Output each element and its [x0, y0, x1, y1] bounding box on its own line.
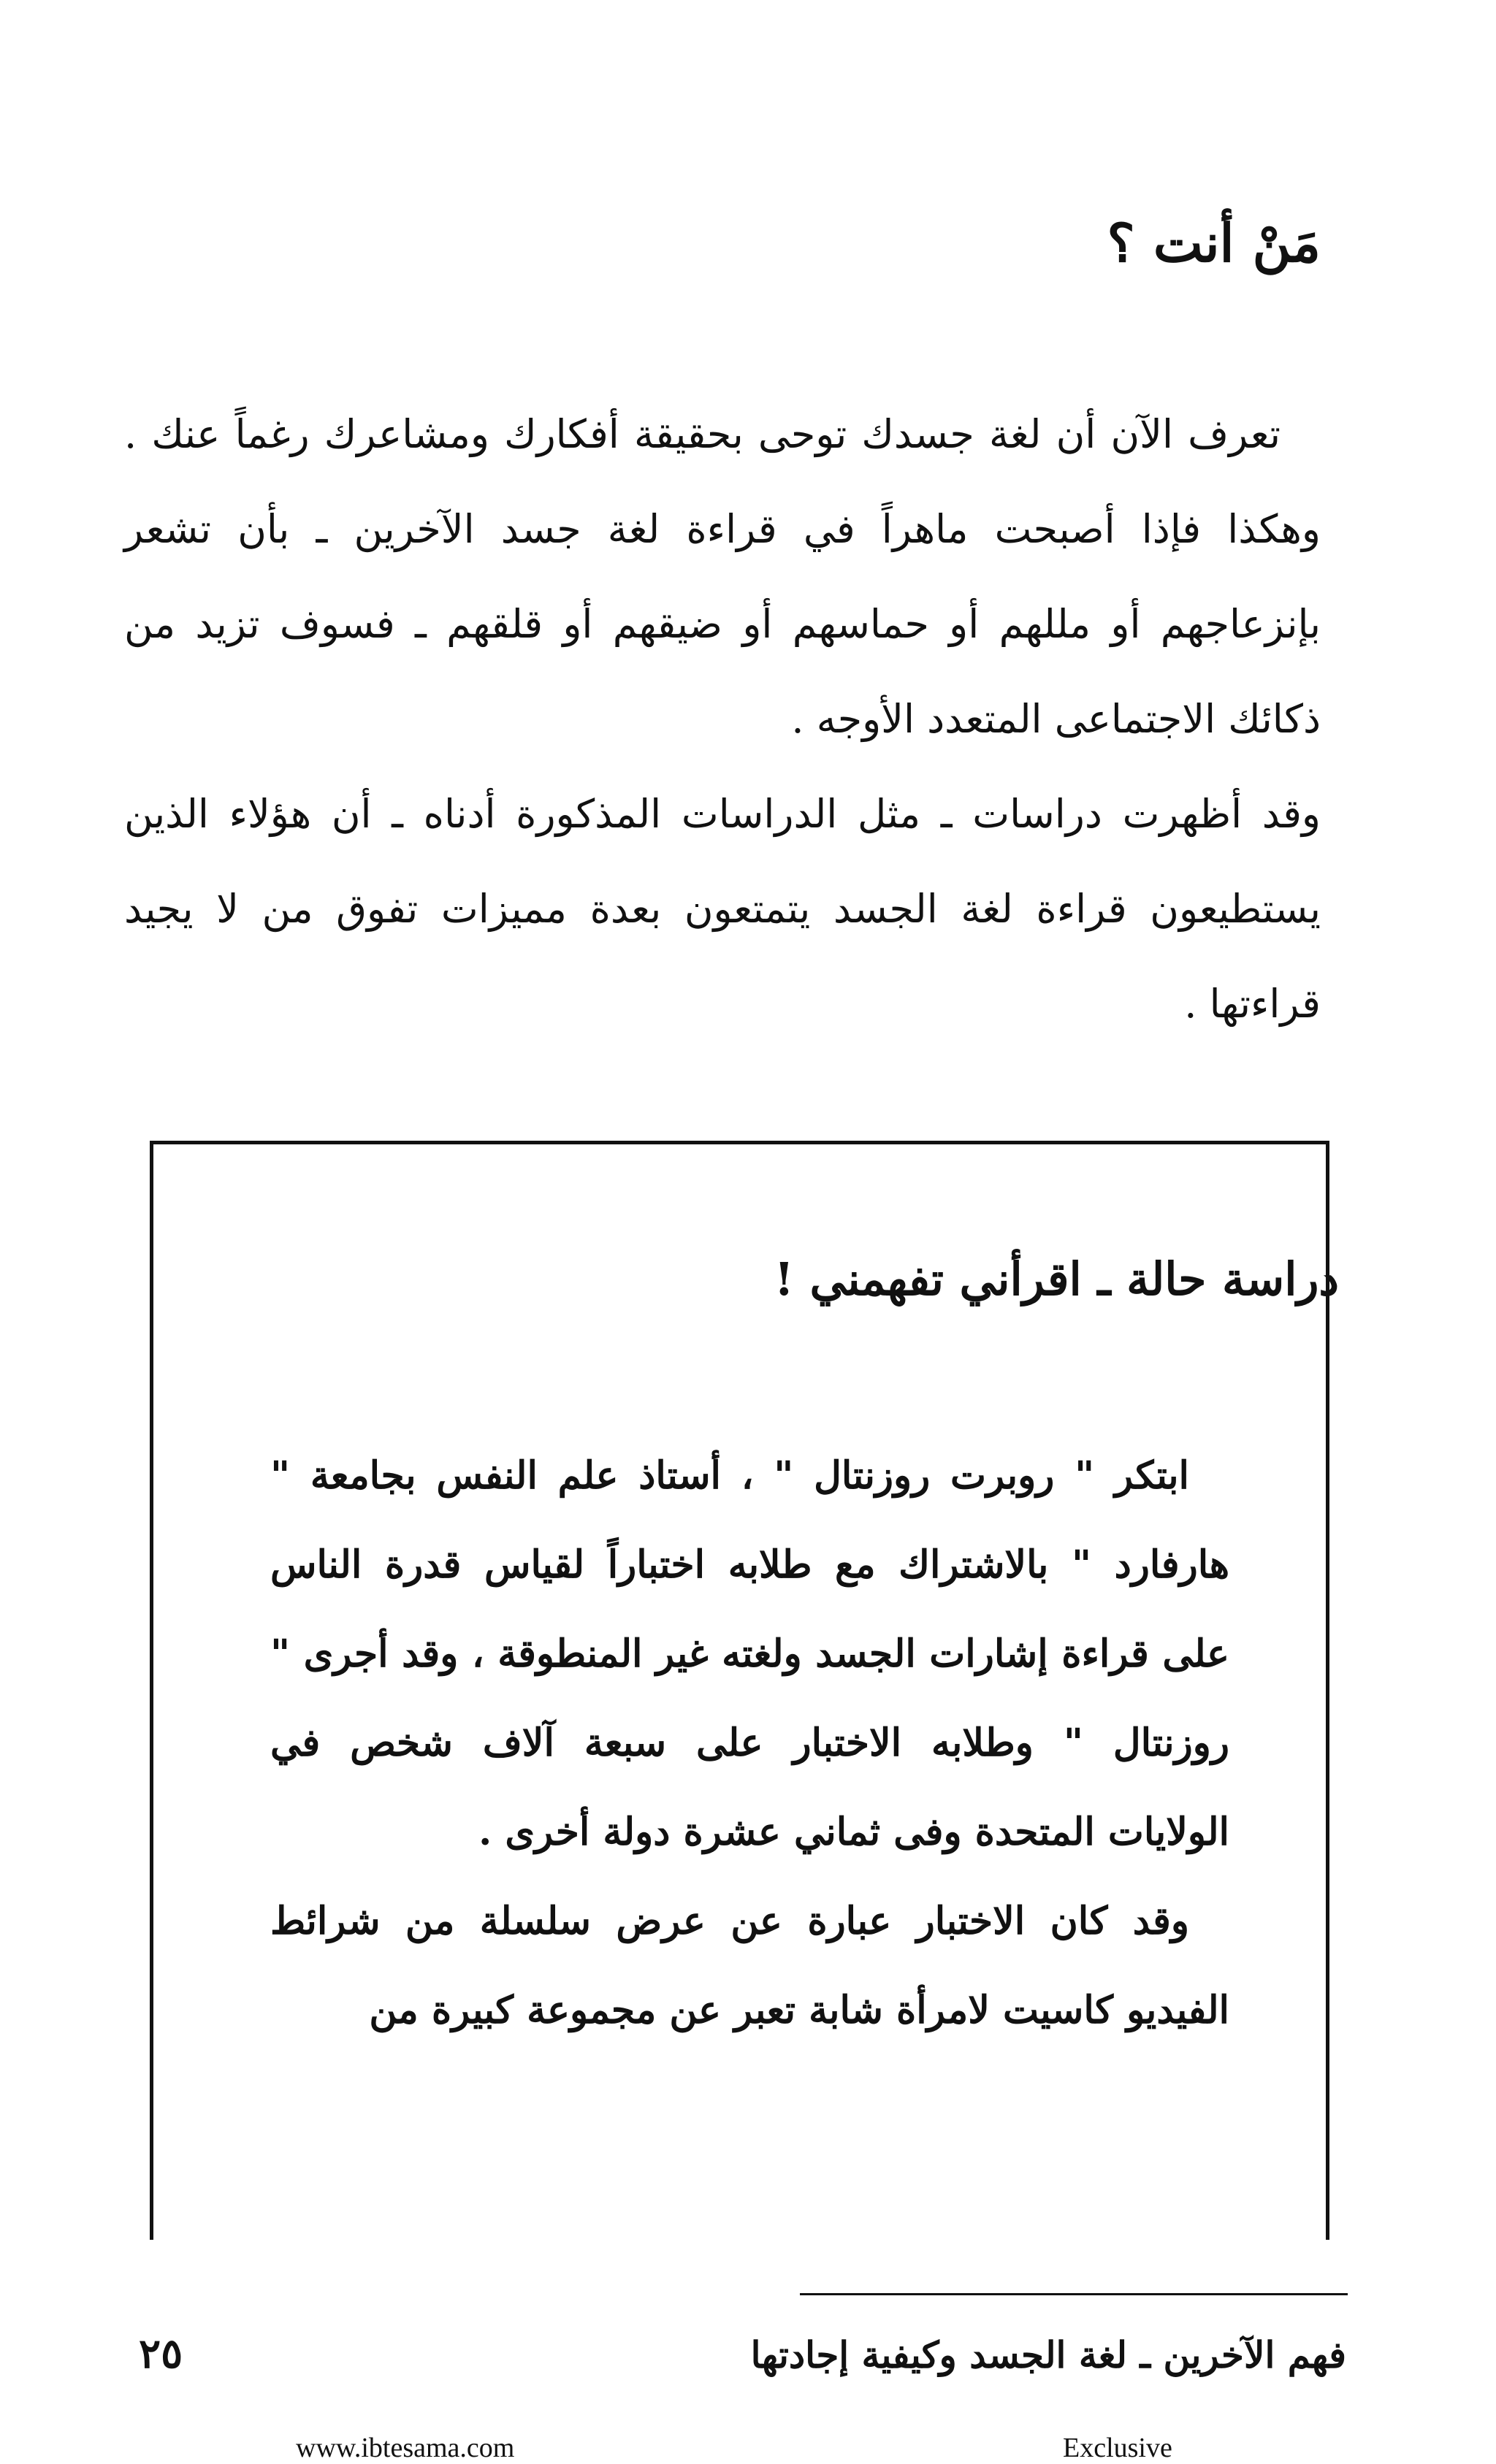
running-footer-title: فهم الآخرين ـ لغة الجسد وكيفية إجادتها	[750, 2333, 1346, 2376]
footer-divider	[800, 2293, 1348, 2295]
intro-paragraph-2: وقد أظهرت دراسات ـ مثل الدراسات المذكورة أدناه ـ أن هؤلاء الذين يستطيعون قراءة لغة الجسد يتمتعون بعدة مميزات تفوق من لا يجيد قراءتها .	[124, 791, 1321, 1027]
intro-paragraph-1: تعرف الآن أن لغة جسدك توحى بحقيقة أفكارك ومشاعرك رغماً عنك . وهكذا فإذا أصبحت ماهراً في قراءة لغة جسد الآخرين ـ بأن تشعر بإنزعاجهم أو مللهم أو حماسهم أو ضيقهم أو قلقهم ـ فسوف تزيد من ذكائك الاجتماعى المتعدد الأوجه .	[124, 411, 1321, 742]
case-study-paragraph-2: وقد كان الاختبار عبارة عن عرض سلسلة من شرائط الفيديو كاسيت لامرأة شابة تعبر عن مجموعة كبيرة من	[270, 1899, 1229, 2032]
case-study-paragraph-1: ابتكر " روبرت روزنتال " ، أستاذ علم النفس بجامعة " هارفارد " بالاشتراك مع طلابه اختباراً لقياس قدرة الناس على قراءة إشارات الجسد ولغته غير المنطوقة ، وقد أجرى " روزنتال " وطلابه الاختبار على سبعة آلاف شخص في الولايات المتحدة وفى ثماني عشرة دولة أخرى .	[270, 1453, 1229, 1854]
case-study-title: دراسة حالة ـ اقرأني تفهمني !	[774, 1252, 1339, 1306]
website-watermark: www.ibtesama.com	[296, 2433, 515, 2463]
page-number: ٢٥	[139, 2330, 183, 2378]
section-heading: مَنْ أنت ؟	[1107, 212, 1321, 274]
case-study-text	[270, 1431, 1229, 2055]
intro-text	[124, 387, 1321, 1052]
exclusive-label: Exclusive	[1063, 2433, 1172, 2463]
